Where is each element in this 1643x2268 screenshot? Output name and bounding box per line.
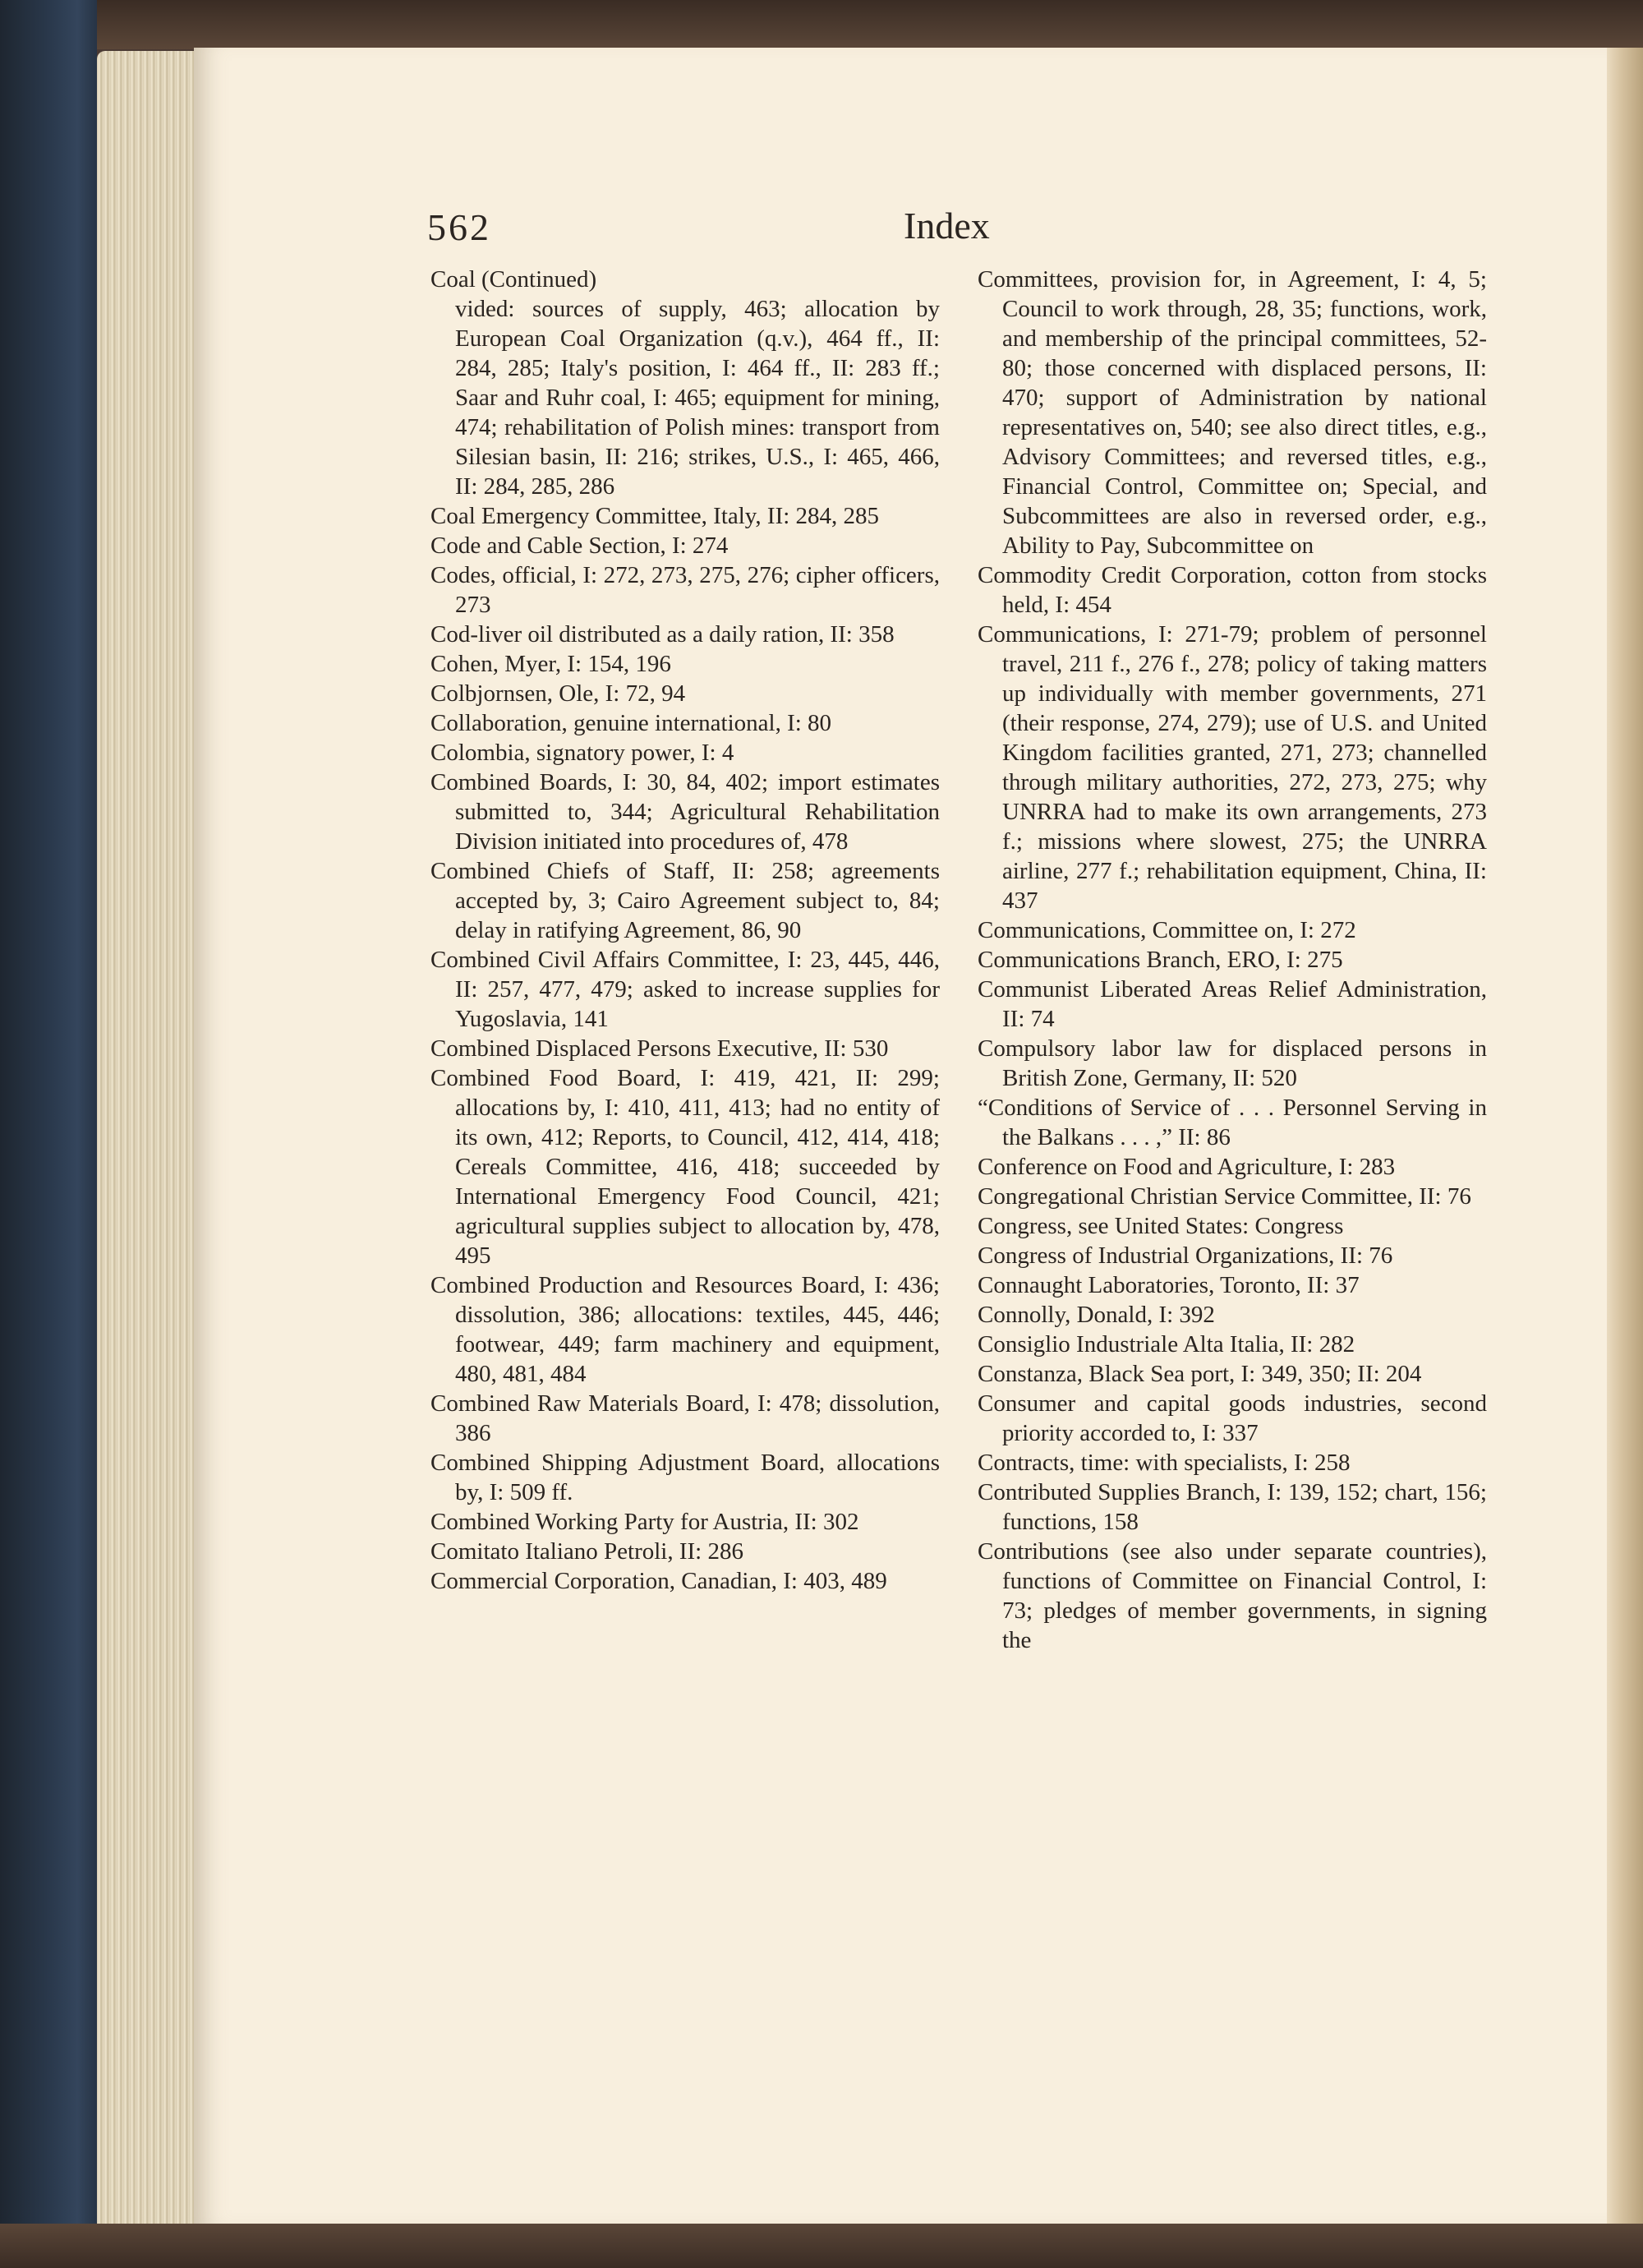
index-entry: Communications, I: 271-79; problem of personnel travel, 211 f., 276 f., 278; policy of taking matters up individually with member governments, 271 (their response, 274, 279); use of U.S. and United Kingdom facilities granted, 271, 273; channelled through military authorities, 272, 273, 275; why UNRRA had to make its own arrangements, 273 f.; missions where slowest, 275; the UNRRA airline, 277 f.; rehabilitation equipment, China, II: 437 [978, 621, 1487, 914]
index-entry: Codes, official, I: 272, 273, 275, 276; cipher officers, 273 [430, 562, 940, 618]
index-entry: Contributions (see also under separate countries), functions of Committee on Financial Control, I: 73; pledges of member governments, in signing the [978, 1538, 1487, 1653]
running-head [427, 205, 1643, 263]
index-entry: vided: sources of supply, 463; allocation by European Coal Organization (q.v.), 464 ff., II: 284, 285; Italy's position, I: 464 ff., II: 283 ff.; Saar and Ruhr coal, I: 465; equipment for mining, 474; rehabilitation of Polish mines: transport from Silesian basin, II: 216; strikes, U.S., I: 465, 466, II: 284, 285, 286 [455, 296, 940, 500]
index-entry: “Conditions of Service of . . . Personnel Serving in the Balkans . . . ,” II: 86 [978, 1095, 1487, 1150]
index-entry: Code and Cable Section, I: 274 [430, 532, 729, 559]
book-cover-spine [0, 0, 97, 2268]
index-entry: Communist Liberated Areas Relief Administration, II: 74 [978, 976, 1487, 1032]
index-entry: Colbjornsen, Ole, I: 72, 94 [430, 680, 686, 707]
index-column-right [978, 265, 1487, 1655]
index-entry: Combined Displaced Persons Executive, II: 530 [430, 1035, 889, 1062]
index-entry: Compulsory labor law for displaced persons in British Zone, Germany, II: 520 [978, 1035, 1487, 1091]
index-entry: Combined Food Board, I: 419, 421, II: 299; allocations by, I: 410, 411, 413; had no entity of its own, 412; Reports, to Council, 412, 414, 418; Cereals Committee, 416, 418; succeeded by International Emergency Food Council, 421; agricultural supplies subject to allocation by, 478, 495 [430, 1065, 940, 1269]
index-entry: Consiglio Industriale Alta Italia, II: 282 [978, 1331, 1355, 1358]
facing-page-gutter [1607, 48, 1643, 2224]
page-edges [97, 51, 194, 2242]
index-entry: Conference on Food and Agriculture, I: 283 [978, 1154, 1396, 1180]
index-entry: Combined Chiefs of Staff, II: 258; agreements accepted by, 3; Cairo Agreement subject to, 84; delay in ratifying Agreement, 86, 90 [430, 858, 940, 943]
index-entry: Communications Branch, ERO, I: 275 [978, 947, 1343, 973]
book-bottom-background [0, 2224, 1643, 2268]
index-entry: Combined Shipping Adjustment Board, allocations by, I: 509 ff. [430, 1450, 940, 1505]
page-number: 562 [427, 206, 491, 248]
index-column-left [430, 265, 940, 1596]
index-entry: Connolly, Donald, I: 392 [978, 1302, 1215, 1328]
index-entry: Collaboration, genuine international, I: 80 [430, 710, 832, 736]
index-entry: Communications, Committee on, I: 272 [978, 917, 1356, 943]
index-entry: Combined Raw Materials Board, I: 478; dissolution, 386 [430, 1390, 940, 1446]
index-entry: Commodity Credit Corporation, cotton from stocks held, I: 454 [978, 562, 1487, 618]
index-entry: Contributed Supplies Branch, I: 139, 152; chart, 156; functions, 158 [978, 1479, 1487, 1535]
index-entry: Combined Boards, I: 30, 84, 402; import estimates submitted to, 344; Agricultural Rehabilitation Division initiated into procedures of, 478 [430, 769, 940, 855]
index-entry: Coal (Continued) [430, 266, 597, 293]
index-entry: Combined Civil Affairs Committee, I: 23, 445, 446, II: 257, 477, 479; asked to increase supplies for Yugoslavia, 141 [430, 947, 940, 1032]
index-entry: Committees, provision for, in Agreement, I: 4, 5; Council to work through, 28, 35; functions, work, and membership of the principal committees, 52-80; those concerned with displaced persons, II: 470; support of Administration by national representatives on, 540; see also direct titles, e.g., Advisory Committees; and reversed titles, e.g., Financial Control, Committee on; Special, and Subcommittees are also in reversed order, e.g., Ability to Pay, Subcommittee on [978, 266, 1487, 559]
index-entry: Commercial Corporation, Canadian, I: 403, 489 [430, 1568, 887, 1594]
index-entry: Congregational Christian Service Committee, II: 76 [978, 1183, 1471, 1210]
index-entry: Combined Working Party for Austria, II: 302 [430, 1509, 859, 1535]
index-entry: Contracts, time: with specialists, I: 258 [978, 1450, 1351, 1476]
index-entry: Comitato Italiano Petroli, II: 286 [430, 1538, 743, 1565]
index-entry: Cohen, Myer, I: 154, 196 [430, 651, 671, 677]
page-title: Index [904, 205, 990, 247]
book-top-background [97, 0, 1643, 49]
index-entry: Consumer and capital goods industries, second priority accorded to, I: 337 [978, 1390, 1487, 1446]
index-entry: Connaught Laboratories, Toronto, II: 37 [978, 1272, 1360, 1298]
index-entry: Coal Emergency Committee, Italy, II: 284, 285 [430, 503, 880, 529]
index-entry: Cod-liver oil distributed as a daily ration, II: 358 [430, 621, 895, 648]
index-entry: Constanza, Black Sea port, I: 349, 350; II: 204 [978, 1361, 1422, 1387]
index-entry: Congress, see United States: Congress [978, 1213, 1344, 1239]
index-entry: Congress of Industrial Organizations, II: 76 [978, 1242, 1393, 1269]
index-entry: Colombia, signatory power, I: 4 [430, 740, 734, 766]
index-entry: Combined Production and Resources Board, I: 436; dissolution, 386; allocations: textiles, 445, 446; footwear, 449; farm machinery and equipment, 480, 481, 484 [430, 1272, 940, 1387]
